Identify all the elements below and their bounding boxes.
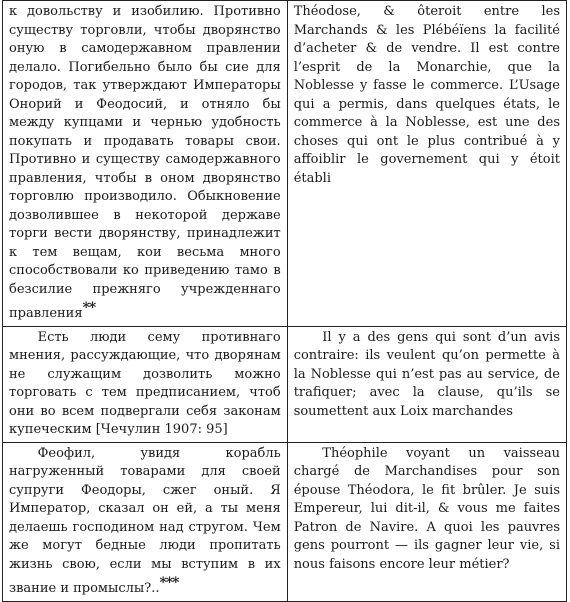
- french-text-cell: [287, 1, 566, 327]
- french-paragraph: Théodose, & ôteroit entre les Marchands & les Plébéïens la facilité d’acheter & de vendre. Il est contre l’esprit de la Monarchie, que la Noblesse y fasse le commerce. L’Usage qui a permis, dans quelques états, le commerce à la Noblesse, est une des choses qui ont le plus contribué à y affoiblir le governement qui y étoit établi: [293, 4, 560, 186]
- footnote-marker: ***: [159, 575, 179, 591]
- french-paragraph: Il y a des gens qui sont d’un avis contraire: ils veulent qu’on permette à la Noblesse qui n’est pas au service, de trafiquer; avec la clause, qu’ils se soumettent aux Loix marchandes: [293, 329, 560, 419]
- table-row: [3, 326, 567, 442]
- russian-paragraph: Есть люди сему противнаго мнения, рассуждающие, что дворянам не служащим дозволить можно торговать с тем предписанием, чтоб они во всем подвергали себя законам купеческим [Чечулин 1907: 95]: [9, 329, 281, 437]
- table-row: [3, 1, 567, 327]
- footnote-marker: **: [82, 300, 96, 316]
- french-paragraph: Théophile voyant un vaisseau chargé de Marchandises pour son épouse Théodora, le fit brûler. Je suis Empereur, lui dit-il, & vous me faites Patron de Navire. A quoi les pauvres gens pourront — ils gagner leur vie, si nous faisons encore leur métier?: [293, 445, 560, 572]
- russian-text-cell: [3, 1, 288, 327]
- russian-paragraph: к довольству и изобилию. Противно существу торговли, чтобы дворянство оную в самодержавном правлении делало. Погибельно было бы сие для городов, так утверждают Императоры Онорий и Феодосий, и отняло бы между купцами и чернью удобность покупать и продавать товары свои. Противно и существу самодержавного правления, чтобы в оном дворянство торговлю производило. Обыкновение дозволившее в некоторой державе торги вести дворянству, принадлежит к тем вещам, кои весьма много способствовали ко приведению тамо в безсилие прежняго учрежденнаго правления: [9, 4, 281, 321]
- parallel-text-table: [2, 0, 567, 602]
- russian-text-cell: [3, 326, 288, 442]
- russian-text-cell: [3, 442, 288, 601]
- russian-paragraph: Феофил, увидя корабль нагруженный товарами для своей супруги Феодоры, сжег оный. Я Император, сказал он ей, а ты меня делаешь господином над стругом. Чем же могут бедные люди пропитать жизнь свою, если мы вступим в их звание и промыслы?..: [9, 445, 281, 596]
- table-row: [3, 442, 567, 601]
- french-text-cell: [287, 442, 566, 601]
- french-text-cell: [287, 326, 566, 442]
